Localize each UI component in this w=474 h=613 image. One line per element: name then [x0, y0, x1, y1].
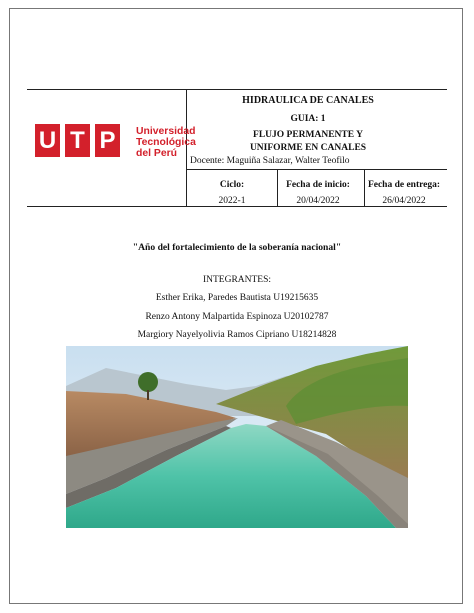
table-divider [364, 169, 365, 207]
logo-letter-t: T [65, 124, 90, 157]
member-2: Renzo Antony Malpartida Espinoza U20102787 [145, 312, 329, 322]
table-divider [186, 89, 187, 207]
due-date-value: 26/04/2022 [382, 196, 426, 206]
start-date-label: Fecha de inicio: [286, 180, 350, 190]
table-rule [27, 206, 447, 207]
logo-university-line-2: Tecnológica [136, 137, 196, 148]
table-divider [277, 169, 278, 207]
members-title: INTEGRANTES: [202, 275, 272, 285]
motto: "Año del fortalecimiento de la soberanía nacional" [132, 242, 342, 253]
topic-line-1: FLUJO PERMANENTE Y [253, 130, 363, 140]
logo-letter-p: P [95, 124, 120, 157]
table-rule [27, 89, 447, 90]
canal-photo [66, 346, 408, 528]
cycle-label: Ciclo: [219, 180, 245, 190]
member-3: Margiory Nayelyolivia Ramos Cipriano U18214828 [137, 330, 337, 340]
logo-university-line-3: del Perú [136, 148, 177, 159]
logo-letter-u: U [35, 124, 60, 157]
course-title: HIDRAULICA DE CANALES [242, 95, 374, 106]
topic-line-2: UNIFORME EN CANALES [249, 143, 367, 153]
due-date-label: Fecha de entrega: [367, 180, 441, 190]
teacher-name: Docente: Maguiña Salazar, Walter Teofilo [190, 156, 350, 166]
start-date-value: 20/04/2022 [296, 196, 340, 206]
guide-number: GUIA: 1 [290, 114, 326, 124]
member-1: Esther Erika, Paredes Bautista U19215635 [155, 293, 319, 303]
table-rule [186, 169, 447, 170]
cycle-value: 2022-1 [218, 196, 246, 206]
logo-university-line-1: Universidad [136, 126, 196, 137]
